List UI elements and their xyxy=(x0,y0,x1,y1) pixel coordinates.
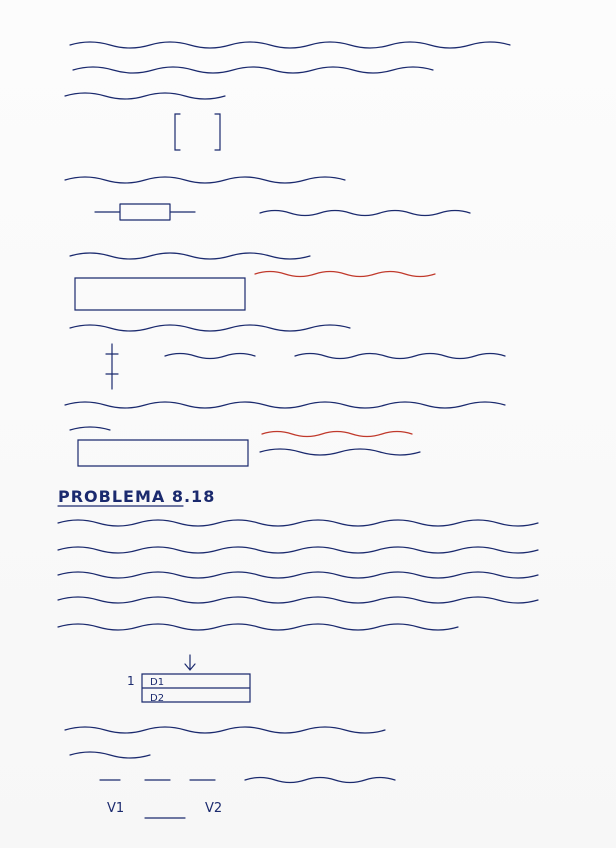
text-line-6 xyxy=(70,325,350,331)
problem-heading: PROBLEMA 8.18 xyxy=(58,487,216,506)
matrix-bracket-left xyxy=(175,114,180,150)
v2-label: V2 xyxy=(205,801,223,816)
red-note-2 xyxy=(262,432,412,437)
red-note-1 xyxy=(255,272,435,277)
text-line-9 xyxy=(260,449,420,455)
text-line-2 xyxy=(73,67,433,73)
formula-line-1 xyxy=(260,211,470,216)
series-diagram xyxy=(106,344,118,389)
formula-line-3 xyxy=(100,778,395,783)
text-line-5 xyxy=(70,253,310,259)
text-line-8 xyxy=(70,427,110,430)
boxed-formula-2 xyxy=(78,440,248,466)
text-line-1 xyxy=(70,42,510,48)
text-line-4 xyxy=(65,177,345,183)
text-line-12 xyxy=(58,572,538,578)
v1-label: V1 xyxy=(107,801,125,816)
text-line-13 xyxy=(58,597,538,603)
text-line-16 xyxy=(70,752,150,758)
text-line-3 xyxy=(65,93,225,99)
boxed-formula-1 xyxy=(75,278,245,310)
d1-label: D1 xyxy=(150,677,165,688)
text-line-10 xyxy=(58,520,538,526)
arrow-down xyxy=(185,655,195,670)
d2-label: D2 xyxy=(150,693,165,704)
text-line-7 xyxy=(65,402,505,408)
circuit-parallel xyxy=(95,204,195,220)
matrix-bracket-right xyxy=(215,114,220,150)
text-line-14 xyxy=(58,624,458,630)
formula-line-2 xyxy=(165,354,505,359)
figure-number: 1 xyxy=(127,674,135,688)
text-line-11 xyxy=(58,547,538,553)
text-line-15 xyxy=(65,727,385,733)
